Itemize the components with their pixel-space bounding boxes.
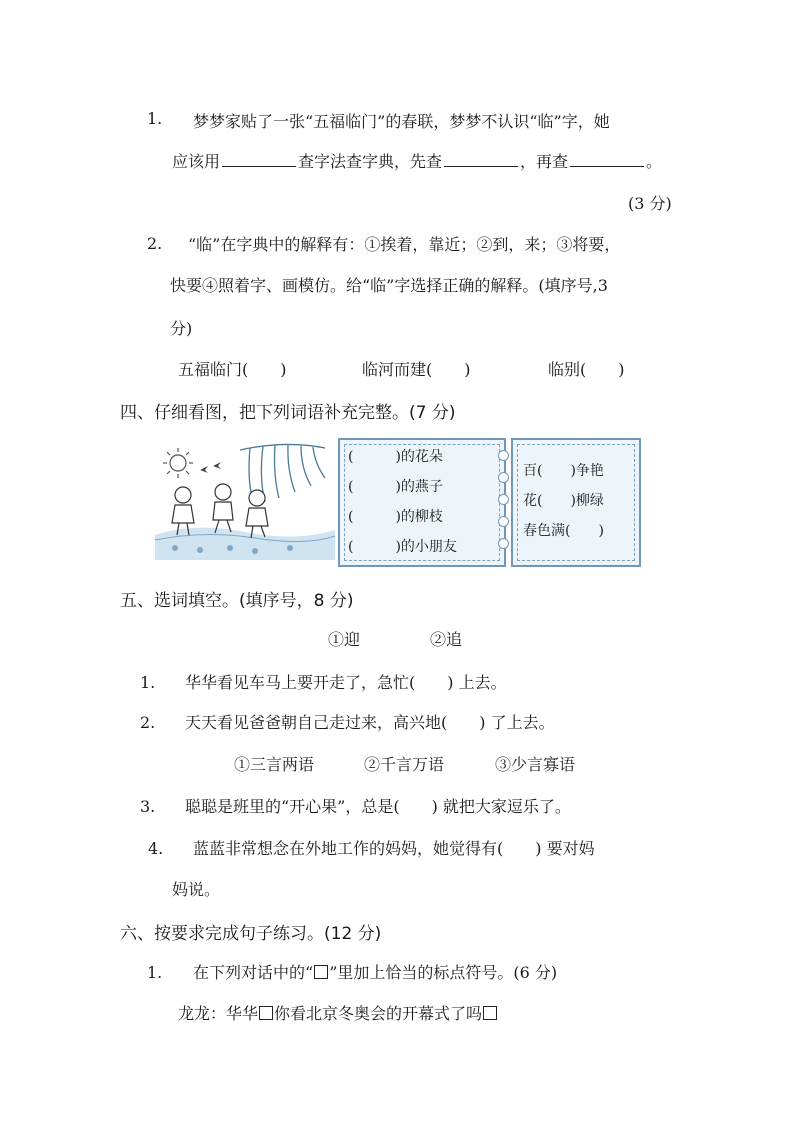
card-left-item-3[interactable]: ( )的柳枝 xyxy=(348,509,443,525)
s5-q1-number: 1. xyxy=(140,673,156,692)
option-qianyan: ②千言万语 xyxy=(364,755,445,774)
card-right-item-2[interactable]: 花( )柳绿 xyxy=(523,493,604,509)
option-sanyan: ①三言两语 xyxy=(234,755,315,774)
s6-q1-text xyxy=(193,960,557,983)
s5-q3-number: 3. xyxy=(140,797,156,816)
section6-title: 六、按要求完成句子练习。(12 分) xyxy=(120,924,382,944)
q2-item-1[interactable]: 五福临门( ) xyxy=(178,360,287,379)
q1-blank-then[interactable] xyxy=(570,152,644,167)
s5-q2-text[interactable]: 天天看见爸爸朝自己走过来，高兴地( ) 了上去。 xyxy=(185,713,555,732)
word-card-right xyxy=(511,438,641,567)
q1-text-a: 应该用 xyxy=(172,152,221,171)
q1-blank-method[interactable] xyxy=(222,152,296,167)
word-card-left xyxy=(338,438,506,567)
q1-text-d: 。 xyxy=(646,152,663,171)
q1-text-b: 查字法查字典，先查 xyxy=(298,152,443,171)
binder-ring xyxy=(498,472,509,483)
s5-q4-number: 4. xyxy=(148,839,164,858)
punctuation-box-2[interactable] xyxy=(483,1006,497,1020)
swallow-icons xyxy=(200,462,221,473)
binder-ring xyxy=(498,494,509,505)
binder-ring xyxy=(498,538,509,549)
card-left-item-2[interactable]: ( )的燕子 xyxy=(348,479,443,495)
option-ying: ①迎 xyxy=(328,630,361,649)
s5-q4-line2: 妈说。 xyxy=(172,880,221,899)
s6-q1-number: 1. xyxy=(147,963,163,982)
river-shape xyxy=(155,528,335,560)
q1-blank-first[interactable] xyxy=(444,152,518,167)
section5-title: 五、选词填空。(填序号，8 分) xyxy=(120,591,354,611)
binder-ring xyxy=(498,516,509,527)
q1-number: 1. xyxy=(147,109,163,128)
punctuation-box-icon xyxy=(314,965,328,979)
s5-q4-line1[interactable]: 蓝蓝非常想念在外地工作的妈妈，她觉得有( ) 要对妈 xyxy=(193,839,595,858)
q2-number: 2. xyxy=(147,234,163,253)
punctuation-box-1[interactable] xyxy=(259,1006,273,1020)
card-left-item-4[interactable]: ( )的小朋友 xyxy=(348,539,457,555)
s5-q2-number: 2. xyxy=(140,713,156,732)
s6-q1-text-b: ”里加上恰当的标点符号。(6 分) xyxy=(329,963,558,982)
q2-line1: “临”在字典中的解释有：①挨着，靠近；②到，来；③将要， xyxy=(188,235,621,254)
s5-q1-text[interactable]: 华华看见车马上要开走了，急忙( ) 上去。 xyxy=(185,673,507,692)
section4-title: 四、仔细看图，把下列词语补充完整。(7 分) xyxy=(120,403,456,423)
q2-line2: 快要④照着字、画模仿。给“临”字选择正确的解释。(填序号,3 xyxy=(170,276,608,295)
s5-q3-text[interactable]: 聪聪是班里的“开心果”，总是( ) 就把大家逗乐了。 xyxy=(185,797,571,816)
option-shaoyan: ③少言寡语 xyxy=(495,755,576,774)
q2-item-2[interactable]: 临河而建( ) xyxy=(362,360,471,379)
q2-item-3[interactable]: 临别( ) xyxy=(548,360,625,379)
card-right-item-3[interactable]: 春色满( ) xyxy=(523,523,604,539)
dialog-text-b: 你看北京冬奥会的开幕式了吗 xyxy=(274,1004,483,1023)
card-left-item-1[interactable]: ( )的花朵 xyxy=(348,449,443,465)
binder-ring xyxy=(498,450,509,461)
q1-line2 xyxy=(172,149,662,172)
spring-scene-illustration xyxy=(155,440,335,560)
sun-icon xyxy=(163,448,193,478)
s6-q1-text-a: 在下列对话中的“ xyxy=(193,963,314,982)
q2-line3: 分) xyxy=(170,319,193,338)
card-right-item-1[interactable]: 百( )争艳 xyxy=(523,463,604,479)
option-zhui: ②追 xyxy=(430,630,463,649)
q1-line1: 梦梦家贴了一张“五福临门”的春联，梦梦不认识“临”字，她 xyxy=(193,112,610,131)
dialog-text-a: 龙龙：华华 xyxy=(178,1004,259,1023)
dialog-line xyxy=(178,1001,498,1024)
q1-text-c: ，再查 xyxy=(520,152,569,171)
q1-score: (3 分) xyxy=(628,194,672,213)
